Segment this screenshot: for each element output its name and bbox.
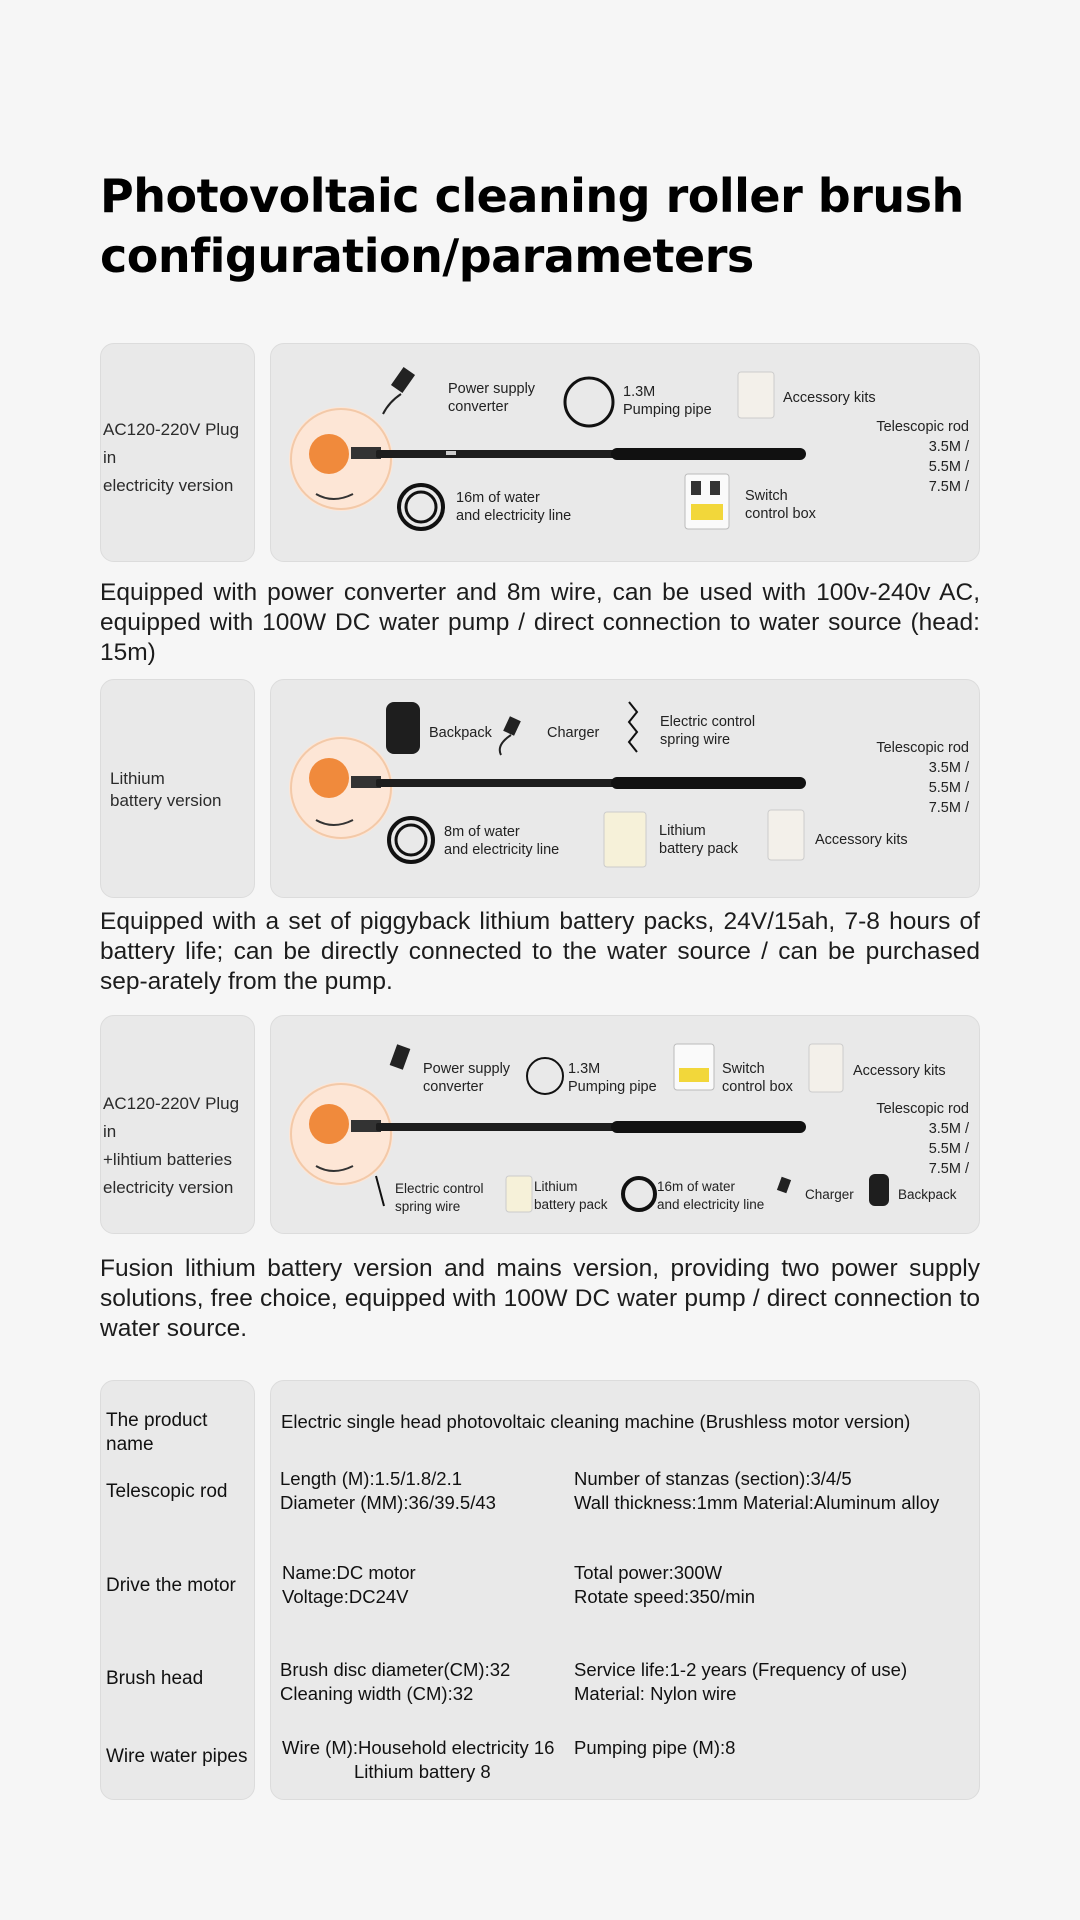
telescopic-rod-lengths: Telescopic rod 3.5M / 5.5M / 7.5M /	[876, 419, 969, 495]
part-accessory-kits: Accessory kits	[815, 832, 908, 848]
part-wire: 8m of water and electricity line	[444, 824, 560, 858]
part-battery-pack: Lithium battery pack	[534, 1179, 608, 1212]
version-2-description: Equipped with a set of piggyback lithium battery packs, 24V/15ah, 7-8 hours of battery life; can be directly connected to the water source / can be purchased sep-arately from the pump.	[100, 908, 980, 995]
part-wire: 16m of water and electricity line	[657, 1179, 765, 1212]
part-charger: Charger	[547, 725, 600, 741]
spec-rod-right: Number of stanzas (section):3/4/5 Wall thickness:1mm Material:Aluminum alloy	[574, 1468, 940, 1513]
part-wire: 16m of water and electricity line	[456, 490, 572, 524]
part-spring-wire: Electric control spring wire	[395, 1181, 484, 1214]
part-switch-box: Switch control box	[745, 488, 816, 522]
part-power-converter: Power supply converter	[448, 381, 536, 415]
spec-rod-left: Length (M):1.5/1.8/2.1 Diameter (MM):36/39.5/43	[280, 1468, 496, 1513]
version-2-label-card	[100, 679, 255, 898]
spec-label-motor: Drive the motor	[106, 1575, 236, 1596]
page-title: Photovoltaic cleaning roller brush configuration/parameters	[100, 169, 964, 283]
part-switch-box: Switch control box	[722, 1061, 793, 1095]
spec-motor-left: Name:DC motor Voltage:DC24V	[282, 1562, 416, 1607]
battery-pack-image	[604, 812, 646, 867]
version-1-label-card	[100, 343, 255, 562]
part-power-converter: Power supply converter	[423, 1061, 511, 1095]
spec-product-name: Electric single head photovoltaic cleaning machine (Brushless motor version)	[281, 1411, 911, 1432]
spec-label-product-name: The product name	[106, 1410, 208, 1455]
version-1-label: AC120-220V Plug in electricity version	[103, 420, 240, 495]
power-converter-image	[391, 367, 415, 393]
telescopic-rod-lengths: Telescopic rod 3.5M / 5.5M / 7.5M /	[876, 740, 969, 816]
spec-labels-card	[100, 1380, 255, 1800]
telescopic-rod-shaft	[376, 450, 616, 458]
version-3-label: AC120-220V Plug in +lihtium batteries electricity version	[103, 1094, 240, 1197]
part-backpack: Backpack	[898, 1187, 957, 1202]
part-pumping-pipe: 1.3M Pumping pipe	[568, 1061, 657, 1095]
version-3-label-card	[100, 1015, 255, 1234]
part-backpack: Backpack	[429, 725, 492, 741]
version-1-illustration	[271, 344, 981, 563]
version-3-illustration	[271, 1016, 981, 1235]
backpack-image	[386, 702, 420, 754]
version-2-label: Lithium battery version	[110, 769, 222, 810]
spec-brush-left: Brush disc diameter(CM):32 Cleaning width (CM):32	[280, 1659, 511, 1704]
spec-label-telescopic-rod: Telescopic rod	[106, 1481, 228, 1502]
telescopic-rod-lengths: Telescopic rod 3.5M / 5.5M / 7.5M /	[876, 1101, 969, 1177]
spring-wire-image	[629, 702, 637, 752]
spec-brush-right: Service life:1-2 years (Frequency of use) Material: Nylon wire	[574, 1659, 908, 1704]
version-2-illustration	[271, 680, 981, 899]
part-accessory-kits: Accessory kits	[853, 1063, 946, 1079]
part-battery-pack: Lithium battery pack	[659, 823, 738, 857]
version-1-description: Equipped with power converter and 8m wire, can be used with 100v-240v AC, equipped with 100W DC water pump / direct connection to water source (head: 15m)	[100, 579, 980, 666]
version-3-description: Fusion lithium battery version and mains version, providing two power supply solutions, free choice, equipped with 100W DC water pump / direct connection to water source.	[100, 1255, 980, 1342]
part-spring-wire: Electric control spring wire	[660, 714, 756, 748]
spec-label-wire-pipes: Wire water pipes	[106, 1746, 248, 1767]
charger-image	[503, 716, 521, 736]
part-accessory-kits: Accessory kits	[783, 390, 876, 406]
spec-motor-right: Total power:300W Rotate speed:350/min	[574, 1562, 756, 1607]
part-pumping-pipe: 1.3M Pumping pipe	[623, 384, 712, 418]
pump-pipe-image	[565, 378, 613, 426]
version-2-image-card	[270, 679, 980, 898]
spec-wire-right: Pumping pipe (M):8	[574, 1737, 736, 1758]
spec-values-card	[270, 1380, 980, 1800]
brush-motor	[309, 434, 349, 474]
version-1-image-card	[270, 343, 980, 562]
version-3-image-card	[270, 1015, 980, 1234]
part-charger: Charger	[805, 1187, 854, 1202]
spec-wire-left: Wire (M):Household electricity 16 Lithium battery 8	[282, 1737, 555, 1782]
spec-label-brush-head: Brush head	[106, 1668, 204, 1689]
